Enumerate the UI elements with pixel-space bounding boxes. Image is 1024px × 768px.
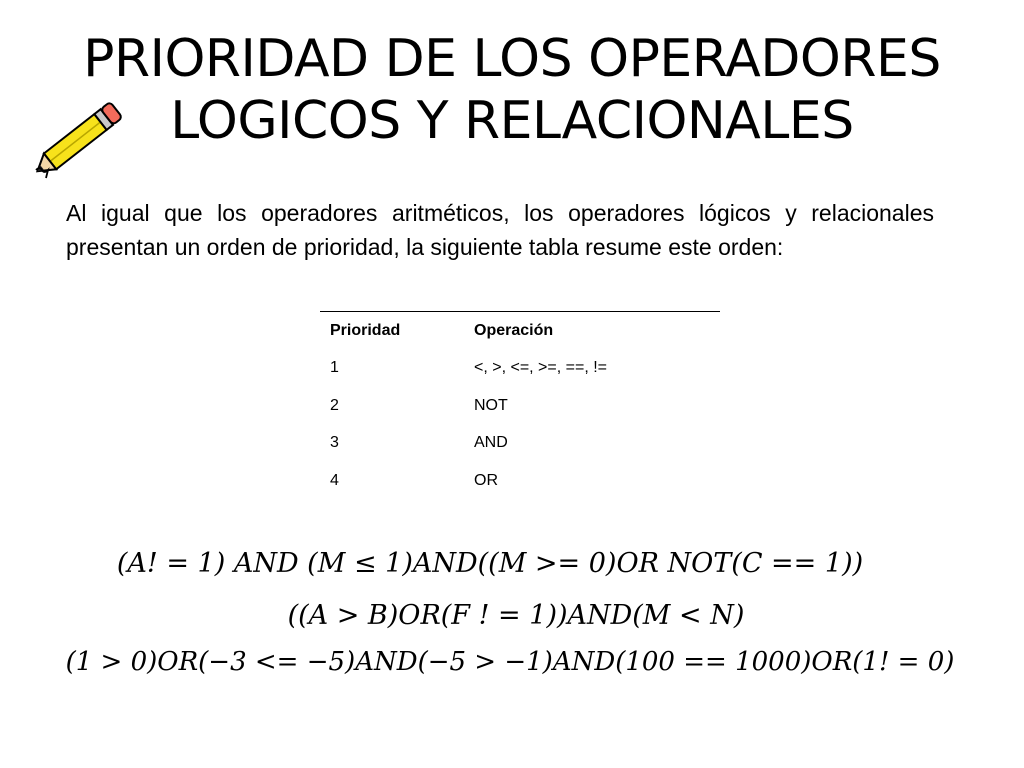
table-row (320, 462, 720, 500)
priority-cell: 1 (330, 359, 339, 377)
title-line-1: PRIORIDAD DE LOS OPERADORES (83, 29, 941, 89)
formula-2: ((A > B)OR(F ! = 1))AND(M < N) (287, 600, 745, 631)
priority-cell: 4 (330, 471, 339, 489)
column-header-operacion: Operación (474, 321, 554, 339)
operation-cell: AND (474, 434, 508, 452)
table-row (320, 425, 720, 463)
priority-table (320, 311, 720, 500)
pencil-icon (28, 92, 132, 184)
formula-3: (1 > 0)OR(−3 <= −5)AND(−5 > −1)AND(100 == 1000)OR(1! = 0) (65, 647, 955, 677)
title-line-2: LOGICOS Y RELACIONALES (170, 91, 854, 151)
operation-cell: OR (474, 471, 498, 489)
operation-cell: <, >, <=, >=, ==, != (474, 359, 607, 377)
intro-paragraph: Al igual que los operadores aritméticos, los operadores lógicos y relacionales presentan un orden de prioridad, la siguiente tabla resume este orden: (66, 200, 934, 260)
slide-title (60, 28, 964, 152)
column-header-prioridad: Prioridad (330, 321, 401, 339)
priority-cell: 2 (330, 396, 339, 414)
table-row (320, 387, 720, 425)
formula-1: (A! = 1) AND (M ≤ 1)AND((M >= 0)OR NOT(C == 1)) (116, 548, 864, 579)
operation-cell: NOT (474, 396, 508, 414)
table-row (320, 350, 720, 388)
table-header-row (320, 312, 720, 350)
priority-cell: 3 (330, 434, 339, 452)
